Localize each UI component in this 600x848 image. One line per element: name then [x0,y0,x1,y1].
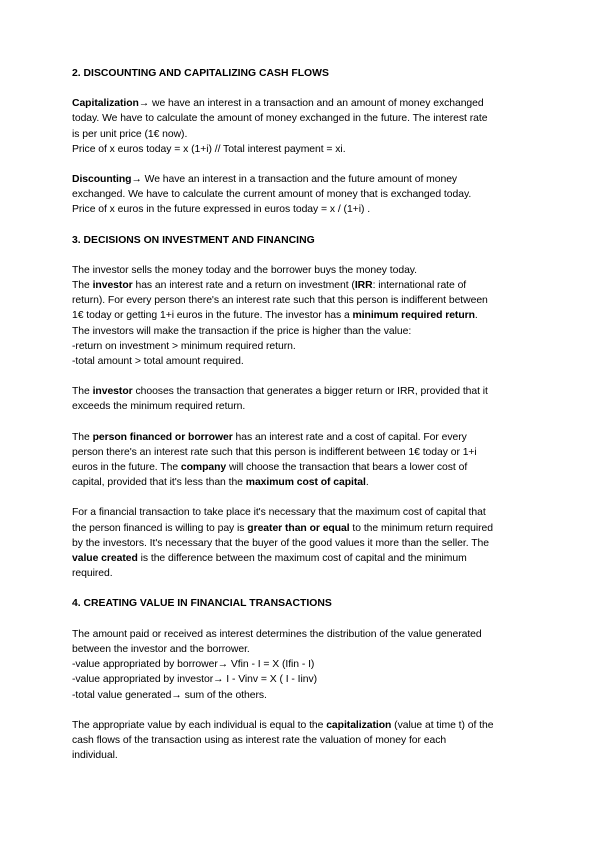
appropriate-value-paragraph: The appropriate value by each individual is equal to the capitalization (value at time t) of the cash flows of the transaction using as interest rate the valuation of money for each individual. [72,719,494,762]
transaction-condition-paragraph: For a financial transaction to take place it's necessary that the maximum cost of capital that the person financed is willing to pay is greater than or equal to the minimum return required by the investors. It's necessary that the buyer of the good values it more than the seller. The value created is the difference between the maximum cost of capital and the minimum required. [72,507,493,580]
borrower-paragraph: The person financed or borrower has an interest rate and a cost of capital. For every person there's an interest rate such that this person is indifferent between 1€ today or 1+i euros in the future. The company will choose the transaction that bears a lower cost of capital, provided that it's less than the maximum cost of capital. [72,431,477,489]
discounting-paragraph: Discounting→ We have an interest in a transaction and the future amount of money exchanged. We have to calculate the current amount of money that is exchanged today. Price of x euros in the future expressed in euros today = x / (1+i) . [72,174,472,216]
discounting-term: Discounting [72,174,132,186]
section-4-heading: 4. CREATING VALUE IN FINANCIAL TRANSACTIONS [72,598,332,610]
document-page [72,66,532,763]
section-2-heading: 2. DISCOUNTING AND CAPITALIZING CASH FLOWS [72,68,329,79]
investor-choice-paragraph: The investor chooses the transaction that generates a bigger return or IRR, provided that it exceeds the minimum required return. [72,386,488,413]
capitalization-term: Capitalization [72,98,139,110]
section-3-heading: 3. DECISIONS ON INVESTMENT AND FINANCING [72,234,315,246]
value-distribution-paragraph: The amount paid or received as interest determines the distribution of the value generated between the investor and the borrower. -value appropriated by borrower→ Vfin - I = X (Ifin - I) -value appropriated by investor→ I - Vinv = X ( I - Iinv) -total value generated→ sum of the others. [72,628,482,701]
capitalization-paragraph: Capitalization→ we have an interest in a transaction and an amount of money exchanged today. We have to calculate the amount of money exchanged in the future. The interest rate is per unit price (1€ now). Price of x euros today = x (1+i) // Total interest payment = xi. [72,98,488,155]
investor-paragraph: The investor sells the money today and the borrower buys the money today. The investor has an interest rate and a return on investment (IRR: international rate of return). For every person there's an interest rate such that this person is indifferent between 1€ today or getting 1+i euros in the future. The investor has a minimum required return. The investors will make the transaction if the price is higher than the value: -return on investment > minimum required return. -total amount > total amount required. [72,264,488,368]
